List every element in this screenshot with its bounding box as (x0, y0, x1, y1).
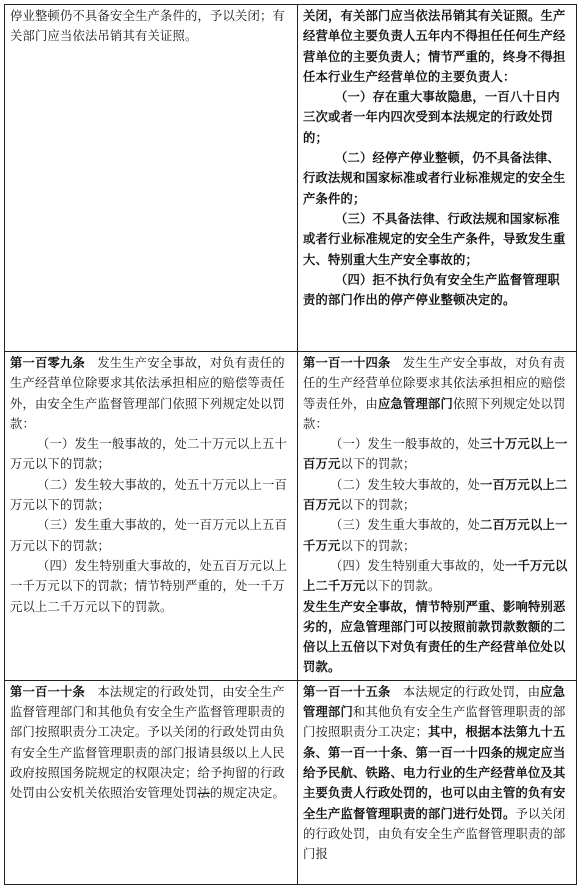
new-text-cell (298, 5, 577, 352)
article-heading: 第一百一十条 (10, 683, 85, 699)
new-text-cell (298, 680, 577, 884)
list-item: （一）发生一般事故的，处二十万元以上五十万元以下的罚款； (10, 437, 287, 472)
law-comparison-table (4, 4, 577, 885)
list-item (303, 475, 572, 516)
list-item (303, 434, 572, 475)
paragraph: 停业整顿仍不具备安全生产条件的，予以关闭；有关部门应当依法吊销其有关证照。 (10, 9, 285, 44)
amended-text: （一）存在重大事故隐患，一百八十日内三次或者一年内四次受到本法规定的行政处罚的； (303, 89, 560, 145)
article-text: 本法规定的行政处罚，由安全生产监督管理部门和其他负有安全生产监督管理职责的部门按照职责分工决定。予以关闭的行政处罚由负有安全生产监督管理职责的部门报请县级以上人民政府按照国务院规定的权限决定；给予拘留的行政处罚由公安机关依照治安管理处罚 (10, 684, 285, 801)
old-text-cell (5, 5, 298, 352)
old-text-cell (5, 680, 298, 884)
paragraph (303, 597, 572, 678)
article-heading: 第一百一十四条 (303, 355, 391, 370)
list-text: （一）发生一般事故的，处 (330, 437, 481, 452)
table-row (5, 5, 577, 352)
list-text: 以下的罚款。 (365, 579, 441, 594)
paragraph (303, 6, 572, 87)
list-text: （三）发生重大事故的，处 (330, 518, 481, 533)
paragraph (10, 353, 293, 434)
article-text: 的规定决定。 (209, 786, 285, 801)
amended-text: 一百万元以上二百万元 (303, 476, 568, 513)
list-text: （二）发生较大事故的，处 (330, 477, 481, 492)
paragraph (303, 353, 572, 434)
amended-text: 其中，根据本法第九十五条、第一百一十条、第一百一十四条的规定应当给予民航、铁路、电力行业的生产经营单位及其主要负责人行政处罚的，也可以由主管的负有安全生产监督管理职责的部门进行处罚。 (303, 724, 566, 821)
list-text: 以下的罚款； (340, 498, 416, 513)
list-text: 以下的罚款； (340, 538, 416, 553)
list-text: （四）发生特别重大事故的，处 (330, 558, 506, 573)
amended-text: （二）经停产停业整顿，仍不具备法律、行政法规和国家标准或者行业标准规定的安全生产条件的； (303, 150, 566, 206)
list-item (303, 148, 572, 209)
table-row (5, 680, 577, 884)
article-heading: 第一百一十五条 (303, 683, 391, 699)
article-text: 予以关闭的行政处罚，由负有安全生产监督管理职责的部门报 (303, 806, 566, 862)
amended-text: 关闭，有关部门应当依法吊销其有关证照。生产经营单位主要负责人五年内不得担任任何生产经营单位的主要负责人；情节严重的，终身不得担任本行业生产经营单位的主要负责人： (303, 8, 566, 84)
amended-text: 发生生产安全事故，情节特别严重、影响特别恶劣的，应急管理部门可以按照前款罚款数额的二倍以上五倍以下对负有责任的生产经营单位处以罚款。 (303, 598, 566, 675)
list-item (303, 515, 572, 556)
list-item: （三）发生重大事故的，处一百万元以上五百万元以下的罚款； (10, 518, 287, 553)
table-row (5, 352, 577, 681)
list-text: 以下的罚款； (340, 457, 416, 472)
list-item: （二）发生较大事故的，处五十万元以上一百万元以下的罚款； (10, 477, 287, 513)
list-item (303, 556, 572, 597)
article-text: 和其他负有安全生产监督管理职责的部门按照职责分工决定； (303, 705, 566, 740)
paragraph (10, 682, 293, 804)
amended-text: 二百万元以上一千万元 (303, 517, 568, 553)
list-item: （四）发生特别重大事故的，处五百万元以上一千万元以下的罚款；情节特别严重的，处一千万元以上二千万元以下的罚款。 (10, 558, 287, 614)
amended-text: 应急管理部门 (377, 395, 453, 411)
article-text: 本法规定的行政处罚，由 (402, 684, 541, 699)
amended-text: 应急管理部门 (303, 683, 566, 720)
amended-text: （三）不具备法律、行政法规和国家标准或者行业标准规定的安全生产条件，导致发生重大、特别重大生产安全事故的； (303, 210, 566, 267)
article-text: 发生生产安全事故，对负有责任的生产经营单位除要求其依法承担相应的赔偿等责任外，由安全生产监督管理部门依照下列规定处以罚款： (10, 356, 285, 431)
deleted-text: 法 (197, 786, 210, 801)
list-item (303, 209, 572, 270)
list-item (303, 87, 572, 148)
amended-text: 一千万元以上二千万元 (303, 557, 568, 594)
amended-text: 三十万元以上一百万元 (303, 436, 568, 472)
paragraph (303, 682, 572, 865)
article-text: 发生生产安全事故，对负有责任的生产经营单位除要求其依法承担相应的赔偿等责任外，由 (303, 356, 566, 411)
amended-text: （四）拒不执行负有安全生产监督管理职责的部门作出的停产停业整顿决定的。 (303, 271, 560, 308)
new-text-cell (298, 352, 577, 681)
article-text: 依照下列规定处以罚款： (303, 396, 566, 431)
list-item (303, 270, 572, 311)
article-heading: 第一百零九条 (10, 355, 85, 370)
old-text-cell (5, 352, 298, 681)
